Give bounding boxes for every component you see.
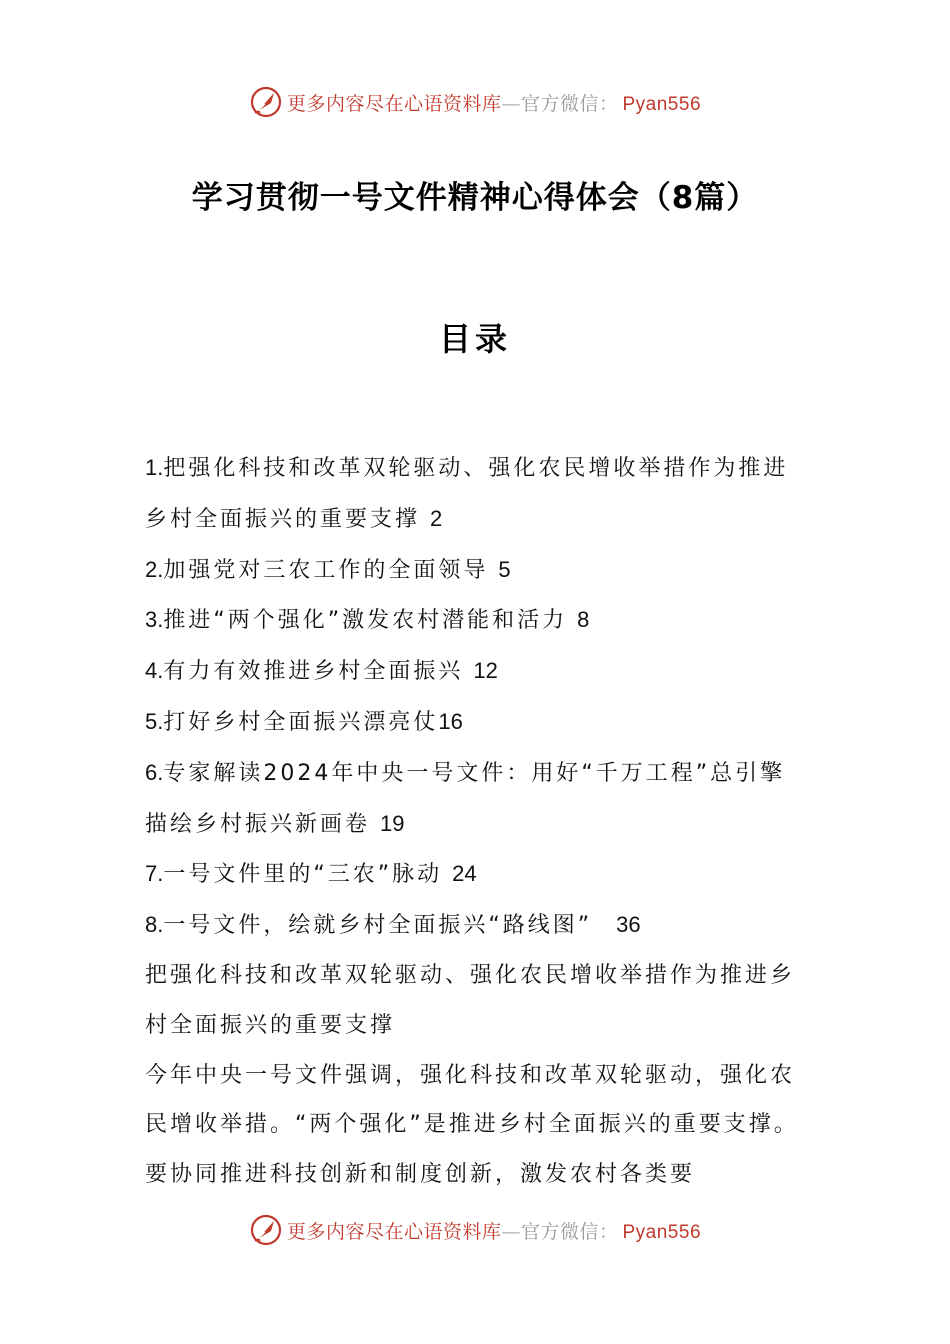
watermark-dash: — (501, 92, 521, 115)
toc-item-number: 4. (145, 658, 164, 684)
toc-item-text: 有力有效推进乡村全面振兴 (163, 659, 464, 685)
toc-item-text: 一号文件，绘就乡村全面振兴“路线图” (163, 913, 593, 939)
toc-item-text: 把强化科技和改革双轮驱动、强化农民增收举措作为推进乡村全面振兴的重要支撑 (145, 456, 789, 532)
toc-item[interactable] (145, 595, 807, 646)
toc-item-text: 专家解读2024年中央一号文件：用好“千万工程”总引擎描绘乡村振兴新画卷 (145, 760, 786, 837)
toc-item-text: 推进“两个强化”激发农村潜能和活力 (163, 608, 568, 634)
watermark-handle: Pyan556 (622, 93, 702, 115)
toc-item[interactable] (145, 443, 807, 545)
toc-item[interactable] (145, 545, 807, 596)
toc-item-number: 5. (145, 708, 164, 734)
toc-item-page: 24 (452, 861, 477, 887)
quill-pen-logo-icon (249, 85, 283, 119)
toc-item-page: 16 (438, 708, 463, 734)
toc-item-number: 2. (145, 556, 164, 582)
toc-item-page: 36 (616, 912, 641, 938)
toc-item[interactable] (145, 697, 807, 748)
toc-item-page: 8 (577, 607, 590, 633)
toc-item-number: 1. (145, 455, 164, 480)
toc-item[interactable] (145, 849, 807, 900)
toc-item-number: 6. (145, 759, 164, 785)
watermark-handle: Pyan556 (622, 1221, 702, 1243)
watermark-text (287, 89, 701, 116)
toc-item-number: 3. (145, 607, 164, 633)
toc-item-text: 打好乡村全面振兴漂亮仗 (163, 709, 439, 735)
watermark-dash: — (501, 1220, 521, 1243)
document-title: 学习贯彻一号文件精神心得体会（8篇） (191, 180, 759, 216)
watermark-site-text: 更多内容尽在心语资料库 (286, 92, 502, 115)
toc-item-number: 8. (145, 912, 164, 938)
section-heading: 把强化科技和改革双轮驱动、强化农民增收举措作为推进乡村全面振兴的重要支撑 (145, 962, 796, 1038)
toc-item[interactable] (145, 646, 807, 697)
watermark-site-text: 更多内容尽在心语资料库 (286, 1220, 502, 1243)
toc-item-text: 一号文件里的“三农”脉动 (163, 862, 443, 888)
document-content (145, 443, 807, 1200)
watermark-official-label: 官方微信： (520, 92, 619, 115)
watermark-official-label: 官方微信： (520, 1220, 619, 1243)
body-paragraph: 今年中央一号文件强调，强化科技和改革双轮驱动，强化农民增收举措。“两个强化”是推进乡村全面振兴的重要支撑。要协同推进科技创新和制度创新，激发农村各类要 (145, 1062, 799, 1188)
toc-item-page: 2 (430, 505, 443, 531)
toc-heading: 目录 (438, 320, 511, 358)
toc-item-page: 19 (380, 810, 405, 836)
toc-item-number: 7. (145, 861, 164, 887)
toc-item[interactable] (145, 748, 807, 850)
toc-item-page: 5 (498, 556, 511, 582)
toc-item-text: 加强党对三农工作的全面领导 (163, 557, 489, 583)
footer-watermark (0, 1210, 950, 1250)
quill-pen-logo-icon (249, 1213, 283, 1247)
watermark-text (287, 1217, 701, 1244)
header-watermark (0, 82, 950, 122)
toc-item[interactable] (145, 900, 807, 951)
toc-item-page: 12 (473, 658, 498, 684)
